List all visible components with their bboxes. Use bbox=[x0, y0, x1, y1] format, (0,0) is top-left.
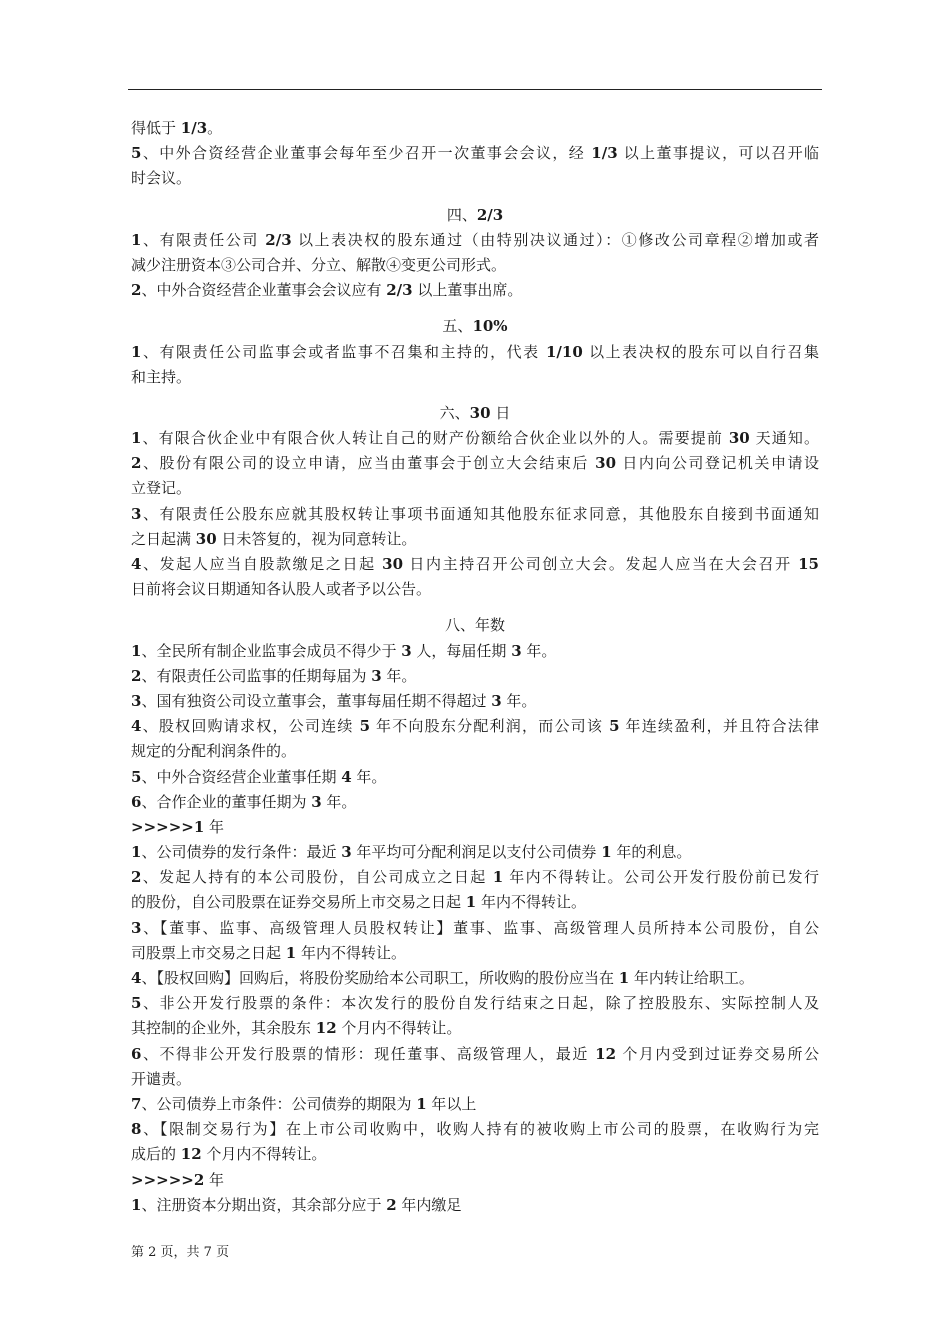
section-heading-2-3: 四、2/3 bbox=[446, 205, 504, 224]
text-line: 3、【董事、监事、高级管理人员股权转让】董事、监事、高级管理人员所持本公司股份，自公 bbox=[131, 918, 819, 937]
text-line: 时会议。 bbox=[131, 169, 192, 188]
text-line: 6、合作企业的董事任期为 3 年。 bbox=[131, 792, 357, 811]
text-line: 5、中外合资经营企业董事会每年至少召开一次董事会会议，经 1/3 以上董事提议，可以召开临 bbox=[131, 144, 819, 163]
text-line: 2、中外合资经营企业董事会会议应有 2/3 以上董事出席。 bbox=[131, 281, 523, 300]
text-line: 司股票上市交易之日起 1 年内不得转让。 bbox=[131, 943, 406, 962]
text-line: 1、全民所有制企业监事会成员不得少于 3 人，每届任期 3 年。 bbox=[131, 641, 557, 660]
text-line: 7、公司债券上市条件：公司债券的期限为 1 年以上 bbox=[131, 1094, 477, 1113]
subsection-heading-2-years: >>>>>2 年 bbox=[131, 1170, 225, 1189]
text-line: 其控制的企业外，其余股东 12 个月内不得转让。 bbox=[131, 1019, 462, 1038]
text-line: 开谴责。 bbox=[131, 1069, 192, 1088]
text-line: 4、【股权回购】回购后，将股份奖励给本公司职工，所收购的股份应当在 1 年内转让给职工。 bbox=[131, 969, 754, 987]
text-line: 1、注册资本分期出资，其余部分应于 2 年内缴足 bbox=[131, 1195, 462, 1214]
text-line: 1、有限合伙企业中有限合伙人转让自己的财产份额给合伙企业以外的人。需要提前 30 天通知。 bbox=[131, 429, 819, 448]
text-line: 6、不得非公开发行股票的情形：现任董事、高级管理人，最近 12 个月内受到过证券交易所公 bbox=[131, 1044, 819, 1063]
text-line: 2、发起人持有的本公司股份，自公司成立之日起 1 年内不得转让。公司公开发行股份前已发行 bbox=[131, 868, 819, 887]
text-line: 1、公司债券的发行条件：最近 3 年平均可分配利润足以支付公司债券 1 年的利息。 bbox=[131, 843, 692, 862]
text-line: 得低于 1/3。 bbox=[131, 119, 223, 137]
text-line: 4、发起人应当自股款缴足之日起 30 日内主持召开公司创立大会。发起人应当在大会召开 15 bbox=[131, 555, 819, 573]
text-line: 1、有限责任公司 2/3 以上表决权的股东通过（由特别决议通过）：①修改公司章程②增加或者 bbox=[131, 230, 819, 249]
section-heading-years: 八、年数 bbox=[444, 616, 505, 635]
document-body bbox=[131, 116, 819, 1218]
text-line: 5、中外合资经营企业董事任期 4 年。 bbox=[131, 767, 387, 786]
text-line: 的股份，自公司股票在证券交易所上市交易之日起 1 年内不得转让。 bbox=[131, 893, 586, 912]
text-line: 2、有限责任公司监事的任期每届为 3 年。 bbox=[131, 666, 417, 685]
text-line: 5、非公开发行股票的条件：本次发行的股份自发行结束之日起，除了控股股东、实际控制人及 bbox=[131, 994, 819, 1013]
text-line: 成后的 12 个月内不得转让。 bbox=[131, 1145, 327, 1164]
header-rule bbox=[128, 89, 822, 90]
text-line: 3、国有独资公司设立董事会，董事每届任期不得超过 3 年。 bbox=[131, 691, 537, 710]
text-line: 8、【限制交易行为】在上市公司收购中，收购人持有的被收购上市公司的股票，在收购行为完 bbox=[131, 1120, 819, 1139]
text-line: 和主持。 bbox=[131, 367, 192, 386]
text-line: 3、有限责任公股东应就其股权转让事项书面通知其他股东征求同意，其他股东自接到书面通知 bbox=[131, 504, 819, 523]
text-line: 1、有限责任公司监事会或者监事不召集和主持的，代表 1/10 以上表决权的股东可以自行召集 bbox=[131, 342, 819, 361]
text-line: 减少注册资本③公司合并、分立、解散④变更公司形式。 bbox=[131, 255, 507, 274]
text-line: 2、股份有限公司的设立申请，应当由董事会于创立大会结束后 30 日内向公司登记机关申请设 bbox=[131, 454, 819, 473]
text-line: 规定的分配利润条件的。 bbox=[131, 742, 297, 761]
section-heading-10-percent: 五、10% bbox=[442, 317, 508, 336]
text-line: 之日起满 30 日未答复的，视为同意转让。 bbox=[131, 529, 417, 548]
text-line: 立登记。 bbox=[131, 479, 192, 498]
text-line: 4、股权回购请求权，公司连续 5 年不向股东分配利润，而公司该 5 年连续盈利，并且符合法律 bbox=[131, 717, 819, 736]
text-line: 日前将会议日期通知各认股人或者予以公告。 bbox=[131, 580, 432, 599]
subsection-heading-1-year: >>>>>1 年 bbox=[131, 817, 225, 836]
section-heading-30-days: 六、30 日 bbox=[439, 403, 511, 422]
page-footer: 第 2 页，共 7 页 bbox=[131, 1245, 230, 1260]
